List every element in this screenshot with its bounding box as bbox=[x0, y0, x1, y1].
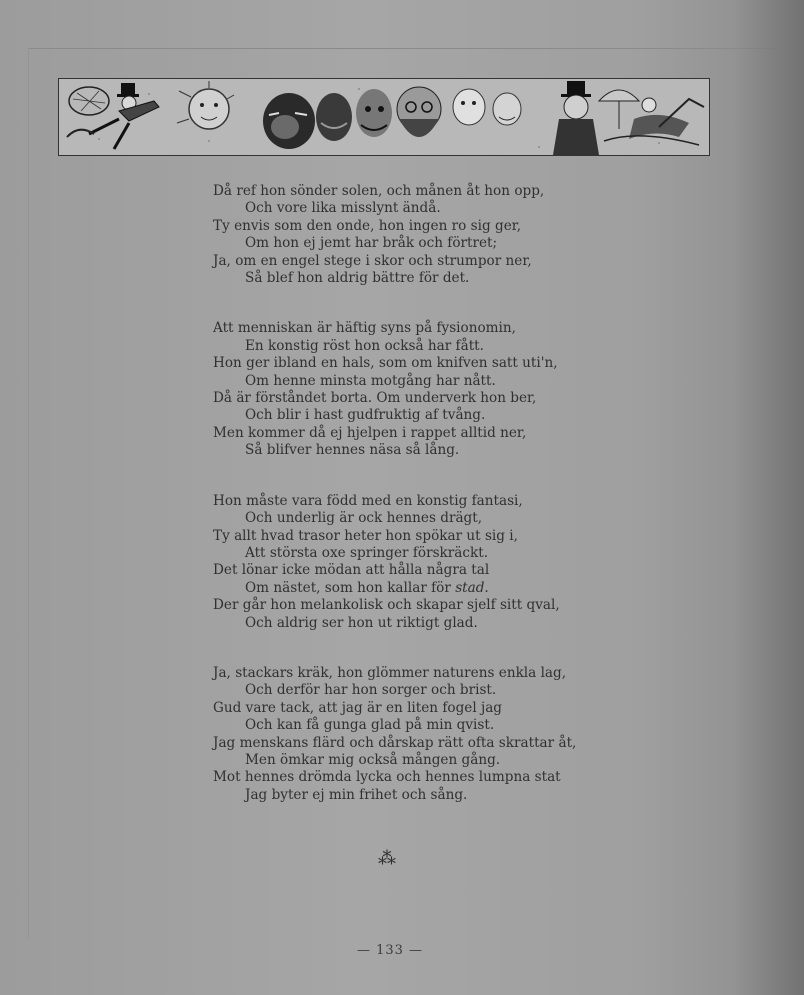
poem-line: Då ref hon sönder solen, och månen åt hon opp, bbox=[213, 183, 545, 199]
poem-line: Mot hennes drömda lycka och hennes lumpna stat bbox=[213, 769, 561, 786]
poem-line: Der går hon melankolisk och skapar sjelf sitt qval, bbox=[213, 597, 560, 614]
fleuron-ornament-icon: ⁂ bbox=[378, 848, 396, 869]
poem-line: Gud vare tack, att jag är en liten fogel jag bbox=[213, 699, 503, 716]
poem-line: Hon ger ibland en hals, som om knifven satt uti'n, bbox=[213, 355, 558, 372]
poem-line: Och derför har hon sorger och brist. bbox=[245, 682, 497, 699]
poem-line: Och blir i hast gudfruktig af tvång. bbox=[245, 407, 486, 424]
poem-line: Men ömkar mig också mången gång. bbox=[245, 751, 501, 768]
poem-line: Hon måste vara född med en konstig fantasi, bbox=[213, 492, 523, 509]
poem-line: En konstig röst hon också har fått. bbox=[245, 337, 484, 354]
poem-line: Ja, om en engel stege i skor och strumpor ner, bbox=[213, 252, 532, 269]
poem-line: Ty allt hvad trasor heter hon spökar ut sig i, bbox=[213, 527, 518, 544]
poem-line: Om hon ej jemt har bråk och förtret; bbox=[245, 235, 498, 252]
poem-line: Så blef hon aldrig bättre för det. bbox=[245, 270, 470, 287]
poem-line: Ja, stackars kräk, hon glömmer naturens enkla lag, bbox=[213, 664, 567, 681]
stanza-2 bbox=[213, 320, 633, 459]
poem-text bbox=[213, 183, 633, 837]
poem-line: Att menniskan är häftig syns på fysionomin, bbox=[213, 320, 516, 337]
poem-line: Och kan få gunga glad på min qvist. bbox=[245, 717, 495, 734]
poem-line: Och underlig är ock hennes drägt, bbox=[245, 510, 483, 527]
poem-line: Och aldrig ser hon ut riktigt glad. bbox=[245, 614, 478, 631]
page-rule-left bbox=[28, 48, 29, 938]
poem-line: Om nästet, som hon kallar för stad. bbox=[245, 579, 489, 596]
poem-line: Att största oxe springer förskräckt. bbox=[245, 544, 489, 561]
poem-line: Om henne minsta motgång har nått. bbox=[245, 372, 496, 389]
stanza-3 bbox=[213, 493, 633, 632]
page-number: — 133 — bbox=[356, 943, 424, 958]
poem-line: Ty envis som den onde, hon ingen ro sig ger, bbox=[213, 217, 522, 234]
poem-line: Så blifver hennes näsa så lång. bbox=[245, 442, 460, 459]
poem-line: Då är förståndet borta. Om underverk hon ber, bbox=[213, 390, 537, 407]
poem-line: Jag menskans flärd och dårskap rätt ofta skrattar åt, bbox=[213, 734, 577, 751]
page-rule-top bbox=[28, 48, 773, 49]
poem-line: Det lönar icke mödan att hålla några tal bbox=[213, 562, 490, 579]
poem-line: Och vore lika misslynt ändå. bbox=[245, 200, 441, 217]
stanza-1 bbox=[213, 183, 633, 287]
stanza-4 bbox=[213, 665, 633, 804]
poem-line: Men kommer då ej hjelpen i rappet alltid ner, bbox=[213, 424, 527, 441]
poem-line: Jag byter ej min frihet och sång. bbox=[245, 786, 468, 803]
caricature-banner-illustration bbox=[58, 78, 710, 156]
